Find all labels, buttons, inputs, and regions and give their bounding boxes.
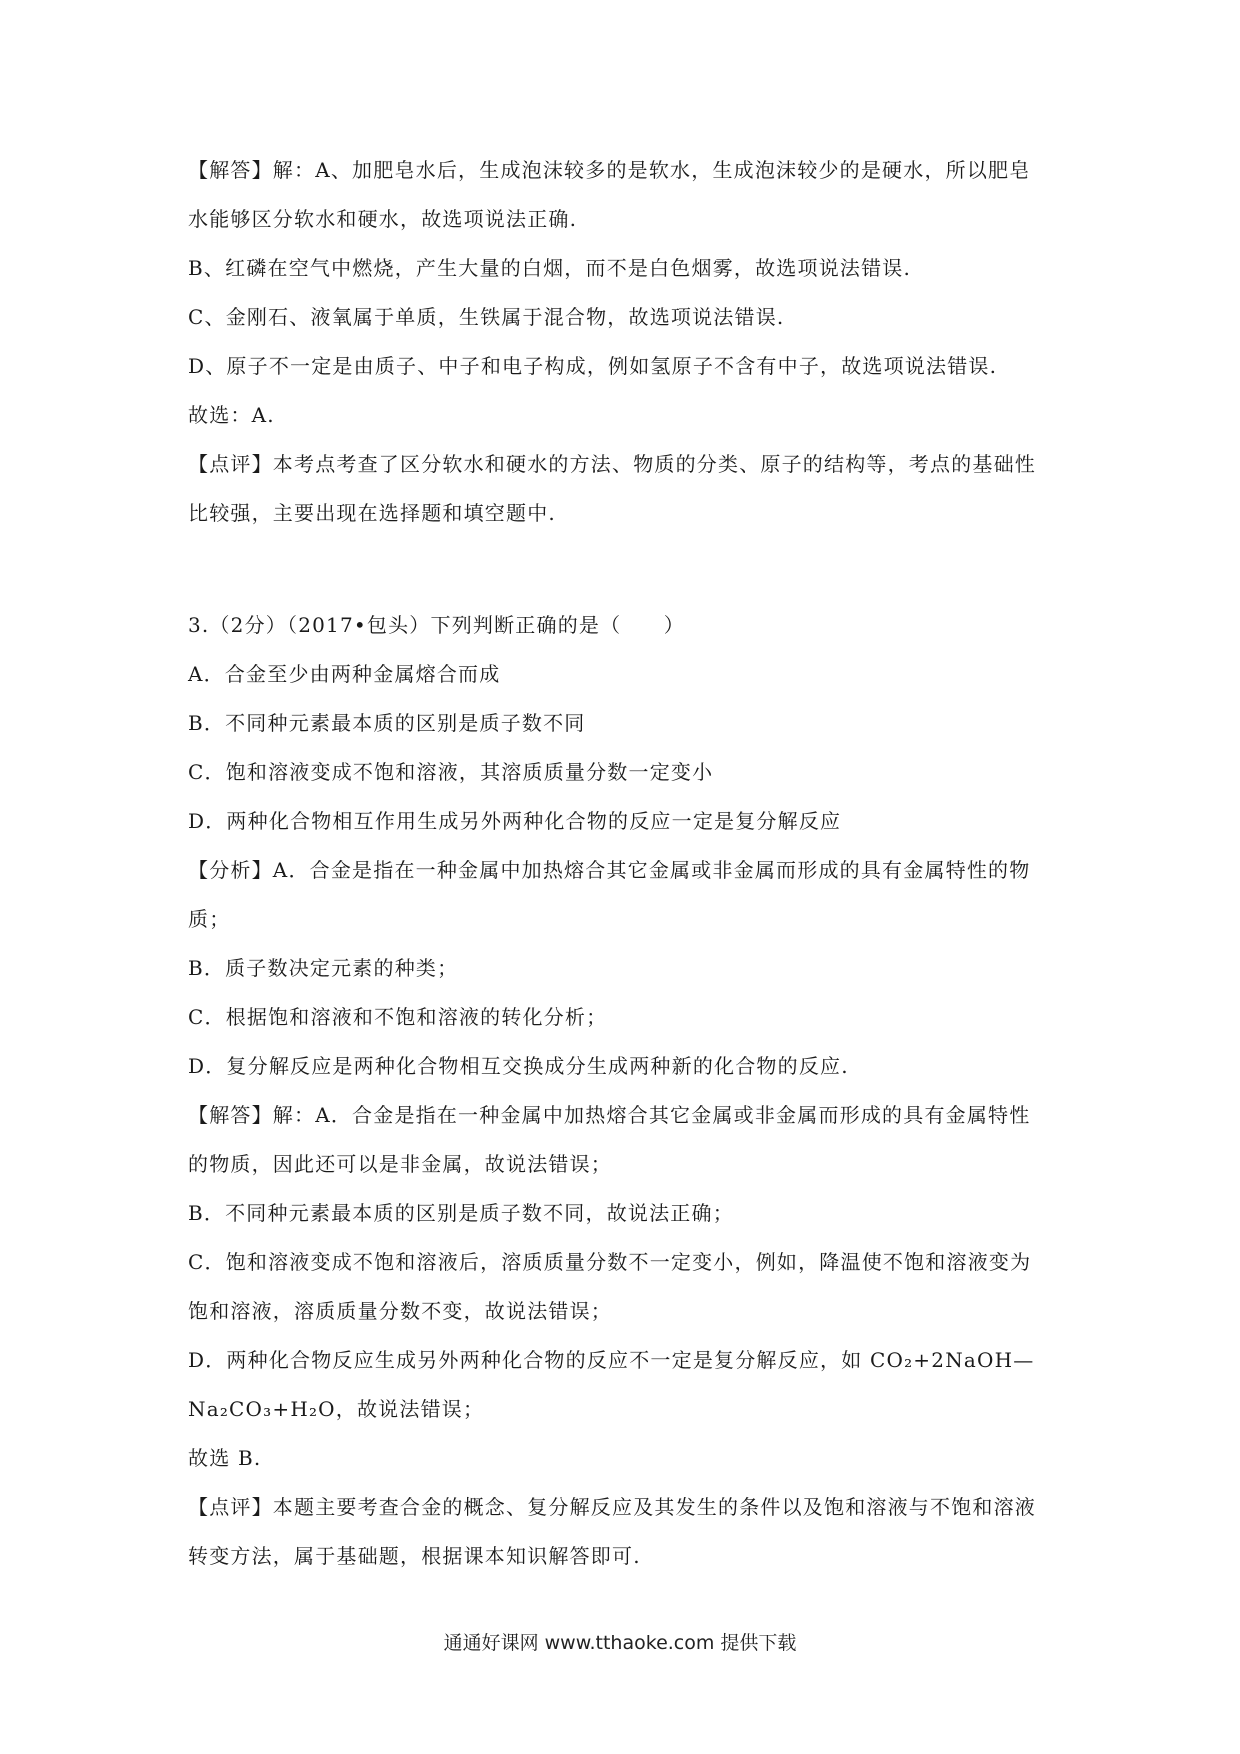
text-line: 故选 B. [188,1446,262,1470]
text-line: 水能够区分软水和硬水，故选项说法正确. [188,207,578,231]
text-line: 的物质，因此还可以是非金属，故说法错误； [188,1152,612,1176]
text-line: 转变方法，属于基础题，根据课本知识解答即可. [188,1544,641,1568]
text-line: D、原子不一定是由质子、中子和电子构成，例如氢原子不含有中子，故选项说法错误. [188,354,998,378]
text-line: 【点评】本考点考查了区分软水和硬水的方法、物质的分类、原子的结构等，考点的基础性 [188,452,1036,476]
question-stem: 3.（2分）（2017•包头）下列判断正确的是（ ） [188,613,685,637]
text-line: 故选：A. [188,403,275,427]
page-footer: 通通好课网 www.tthaoke.com 提供下载 [443,1632,797,1654]
comment-section [188,1483,1058,1581]
text-line: B、红磷在空气中燃烧，产生大量的白烟，而不是白色烟雾，故选项说法错误. [188,256,912,280]
text-line: C．根据饱和溶液和不饱和溶液的转化分析； [188,1005,608,1029]
text-line: 质； [188,907,231,931]
text-line: 饱和溶液，溶质质量分数不变，故说法错误； [188,1299,612,1323]
answer-section [188,1091,1058,1483]
text-line: B．不同种元素最本质的区别是质子数不同，故说法正确； [188,1201,734,1225]
text-line: C．饱和溶液变成不饱和溶液后，溶质质量分数不一定变小，例如，降温使不饱和溶液变为 [188,1250,1032,1274]
option-b: B．不同种元素最本质的区别是质子数不同 [188,711,586,735]
text-line: D．复分解反应是两种化合物相互交换成分生成两种新的化合物的反应. [188,1054,849,1078]
option-a: A．合金至少由两种金属熔合而成 [188,662,501,686]
option-d: D．两种化合物相互作用生成另外两种化合物的反应一定是复分解反应 [188,809,842,833]
text-line: B．质子数决定元素的种类； [188,956,459,980]
analysis-section [188,846,1058,1091]
text-line: 【解答】解：A、加肥皂水后，生成泡沫较多的是软水，生成泡沫较少的是硬水，所以肥皂 [188,158,1031,182]
document-body [188,146,1058,1581]
answer-block-q2 [188,146,1058,538]
text-line: 【解答】解：A．合金是指在一种金属中加热熔合其它金属或非金属而形成的具有金属特性 [188,1103,1031,1127]
text-line: 【点评】本题主要考查合金的概念、复分解反应及其发生的条件以及饱和溶液与不饱和溶液 [188,1495,1036,1519]
question-3 [188,601,1058,1581]
option-c: C．饱和溶液变成不饱和溶液，其溶质质量分数一定变小 [188,760,714,784]
text-line: C、金刚石、液氧属于单质，生铁属于混合物，故选项说法错误. [188,305,785,329]
section-gap [188,538,1058,601]
text-line: 【分析】A．合金是指在一种金属中加热熔合其它金属或非金属而形成的具有金属特性的物 [188,858,1031,882]
text-line: 比较强，主要出现在选择题和填空题中. [188,501,556,525]
text-line: Na₂CO₃+H₂O，故说法错误； [188,1397,485,1421]
text-line: D．两种化合物反应生成另外两种化合物的反应不一定是复分解反应，如 CO₂+2NaOH— [188,1348,1035,1372]
